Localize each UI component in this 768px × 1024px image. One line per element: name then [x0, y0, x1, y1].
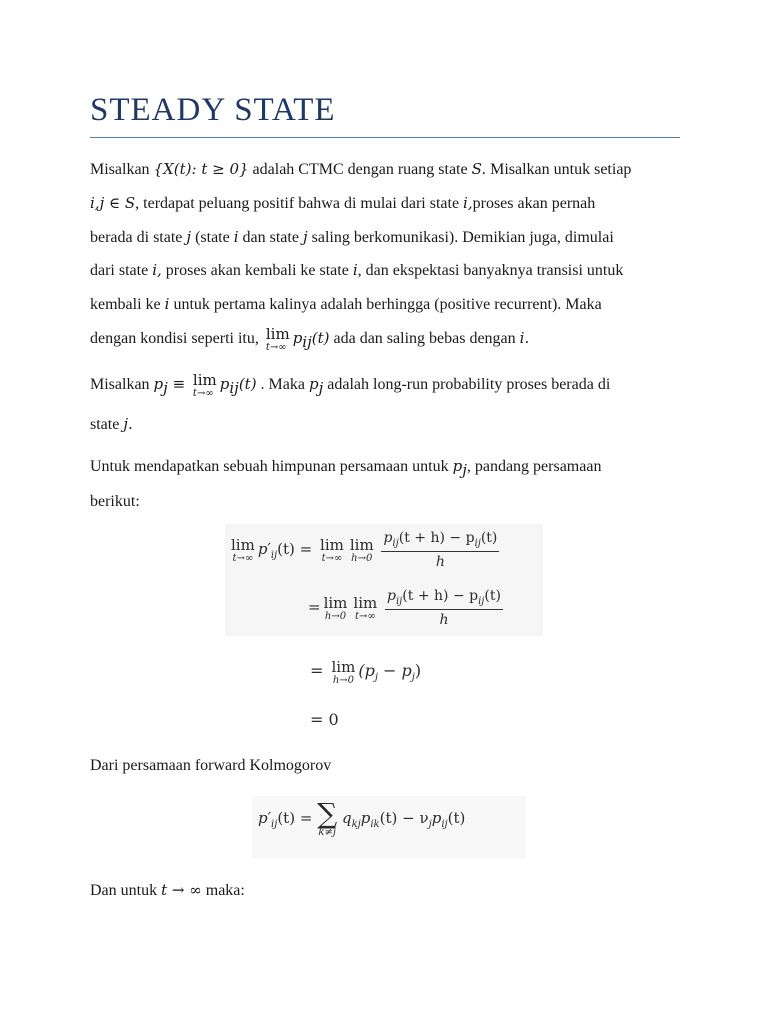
text-line: dari state i, proses akan kembali ke state i, dan ekspektasi banyaknya transisi untuk — [90, 261, 624, 280]
text-line: Untuk mendapatkan sebuah himpunan persamaan untuk $p_j$, pandang persamaan — [90, 457, 602, 480]
text-line: berada di state j (state i dan state j saling berkomunikasi). Demikian juga, dimulai — [90, 227, 614, 246]
text-line: Misalkan {X(t): t ≥ 0} adalah CTMC dengan ruang state S. Misalkan untuk setiap — [90, 160, 632, 178]
difference-quotient: $\frac{p_{ij}(t + h) - p_{ij}(t)}{h}$ — [387, 588, 501, 628]
text-line: state j. — [90, 415, 133, 434]
text-line: kembali ke i untuk pertama kalinya adalah berhingga (positive recurrent). Maka — [90, 295, 602, 314]
text-line: dengan kondisi seperti itu, lim t→∞ $p_{ij}(t)$ ada dan saling bebas dengan i. — [90, 324, 530, 353]
title-underline — [90, 137, 680, 138]
text-line: Misalkan $p_j$ ≡ lim t→∞ $p_{ij}(t)$ . Maka $p_j$ adalah long-run probability proses berada di — [90, 371, 611, 399]
limit-operator: lim h→0 — [331, 658, 356, 686]
equation-limit-zero-difference: = lim h→0 $(p_j - p_j)$ — [310, 658, 422, 686]
text-line: berikut: — [90, 493, 140, 511]
page-title: STEADY STATE — [90, 92, 336, 128]
limit-operator: lim t→∞ — [265, 324, 290, 353]
limit-operator: lim h→0 — [349, 535, 374, 564]
paragraph-derivation-intro — [90, 450, 680, 518]
text-line: i,j ∈ S, terdapat peluang positif bahwa di mulai dari state i,proses akan pernah — [90, 193, 596, 212]
difference-quotient: $\frac{p_{ij}(t + h) - p_{ij}(t)}{h}$ — [383, 530, 498, 570]
equation-row-2: = lim h→0 lim t→∞ $\frac{p_{ij}(t + h) - p_{ij}(t)}{h}$ — [308, 588, 501, 628]
paragraph-kolmogorov: Dari persamaan forward Kolmogorov — [90, 757, 332, 774]
equation-equals-zero: = 0 — [310, 710, 339, 729]
limit-operator: lim t→∞ — [231, 535, 255, 564]
summation-operator: ∑ k≠j — [317, 797, 338, 838]
paragraph-ctmc-definition — [90, 153, 680, 359]
paragraph-long-run-probability — [90, 366, 680, 443]
equation-row-1: lim t→∞ $p'_{ij}(t)$ = lim t→∞ lim h→0 $\frac{p_{ij}(t + h) - p_{ij}(t)}{h}$ — [231, 530, 498, 570]
limit-operator: lim t→∞ — [353, 593, 378, 622]
equation-forward-kolmogorov: $p'_{ij}(t)$ = ∑ k≠j $q_{kj}p_{ik}(t) - \nu_jp_{ij}(t)$ — [258, 797, 466, 838]
limit-operator: lim t→∞ — [320, 535, 344, 564]
limit-operator: lim h→0 — [323, 593, 348, 622]
limit-operator: lim t→∞ — [192, 371, 217, 399]
paragraph-t-to-infinity: Dan untuk t → ∞ maka: — [90, 881, 245, 899]
